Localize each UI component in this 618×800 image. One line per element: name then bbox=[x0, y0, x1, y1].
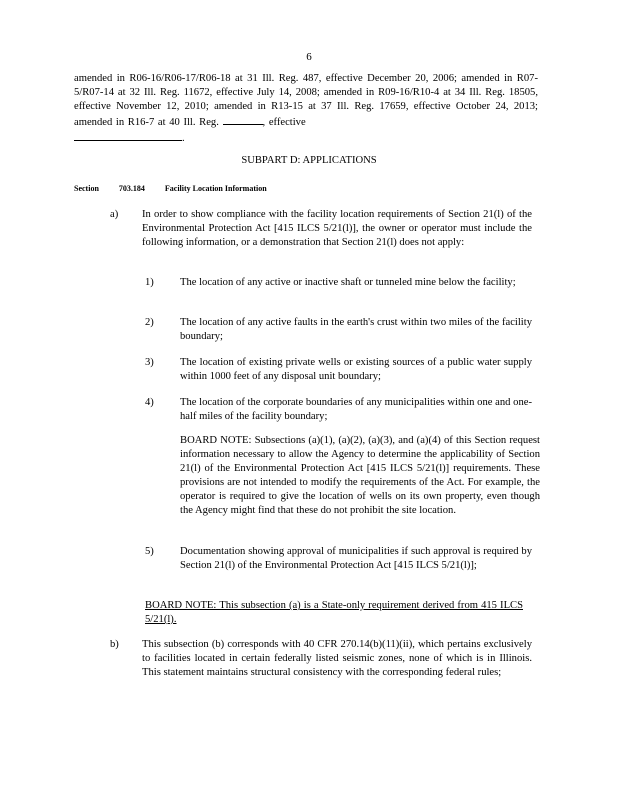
effective-date-blank bbox=[74, 130, 182, 141]
para-b-label: b) bbox=[110, 639, 119, 650]
para-b-text: This subsection (b) corresponds with 40 CFR 270.14(b)(11)(ii), which pertains exclusively to facilities located in certain federally listed seismic zones, none of which is in Illinois. This statement maintains structural consistency with the corresponding federal rules; bbox=[142, 639, 532, 678]
page-number: 6 bbox=[306, 51, 312, 63]
item-3-text: The location of existing private wells or existing sources of a public water supply within 1000 feet of any disposal unit boundary; bbox=[180, 357, 532, 382]
item-2-text: The location of any active faults in the earth's crust within two miles of the facility boundary; bbox=[180, 317, 532, 342]
section-label: Section bbox=[74, 184, 99, 193]
item-5-text: Documentation showing approval of municipalities if such approval is required by Section 21(l) of the Environmental Protection Act [415 ILCS 5/21(l)]; bbox=[180, 546, 532, 571]
item-4-label: 4) bbox=[145, 397, 154, 408]
amendment-history bbox=[74, 72, 538, 146]
section-number: 703.184 bbox=[118, 184, 145, 193]
item-5-label: 5) bbox=[145, 546, 154, 557]
register-page-blank bbox=[223, 114, 263, 125]
para-a-text: In order to show compliance with the facility location requirements of Section 21(l) of the Environmental Protection Act [415 ILCS 5/21(l)], the owner or operator must include the following information, or a demonstration that Section 21(l) does not apply: bbox=[142, 209, 532, 248]
section-heading bbox=[74, 182, 538, 196]
section-title: Facility Location Information bbox=[164, 184, 267, 193]
item-3-label: 3) bbox=[145, 357, 154, 368]
state-only-note: BOARD NOTE: This subsection (a) is a State-only requirement derived from 415 ILCS 5/21(l). bbox=[145, 600, 523, 625]
item-1-text: The location of any active or inactive shaft or tunneled mine below the facility; bbox=[180, 277, 516, 288]
item-2-label: 2) bbox=[145, 317, 154, 328]
amendment-history-text: amended in R06-16/R06-17/R06-18 at 31 Ill. Reg. 487, effective December 20, 2006; amended in R07-5/R07-14 at 32 Ill. Reg. 11672, effective July 14, 2008; amended in R09-16/R10-4 at 34 Ill. Reg. 18505, effective November 12, 2010; amended in R13-15 at 37 Ill. Reg. 17659, effective October 24, 2013; amended in R16-7 at 40 Ill. Reg. bbox=[74, 73, 538, 128]
board-note: BOARD NOTE: Subsections (a)(1), (a)(2), (a)(3), and (a)(4) of this Section request information necessary to allow the Agency to determine the applicability of Section 21(l) of the Environmental Protection Act [415 ILCS 5/21(l)] requirements. These provisions are not intended to modify the requirements of the Act. For example, the operator is required to give the location of wells on its own property, even though the Agency might find that these do not prohibit the site location. bbox=[180, 435, 540, 516]
amendment-effective-label: , effective bbox=[262, 117, 306, 128]
subpart-heading: SUBPART D: APPLICATIONS bbox=[241, 155, 377, 166]
amendment-end: . bbox=[182, 133, 185, 144]
item-1-label: 1) bbox=[145, 277, 154, 288]
item-4-text: The location of the corporate boundaries of any municipalities within one and one-half miles of the facility boundary; bbox=[180, 397, 532, 422]
para-a-label: a) bbox=[110, 209, 119, 220]
